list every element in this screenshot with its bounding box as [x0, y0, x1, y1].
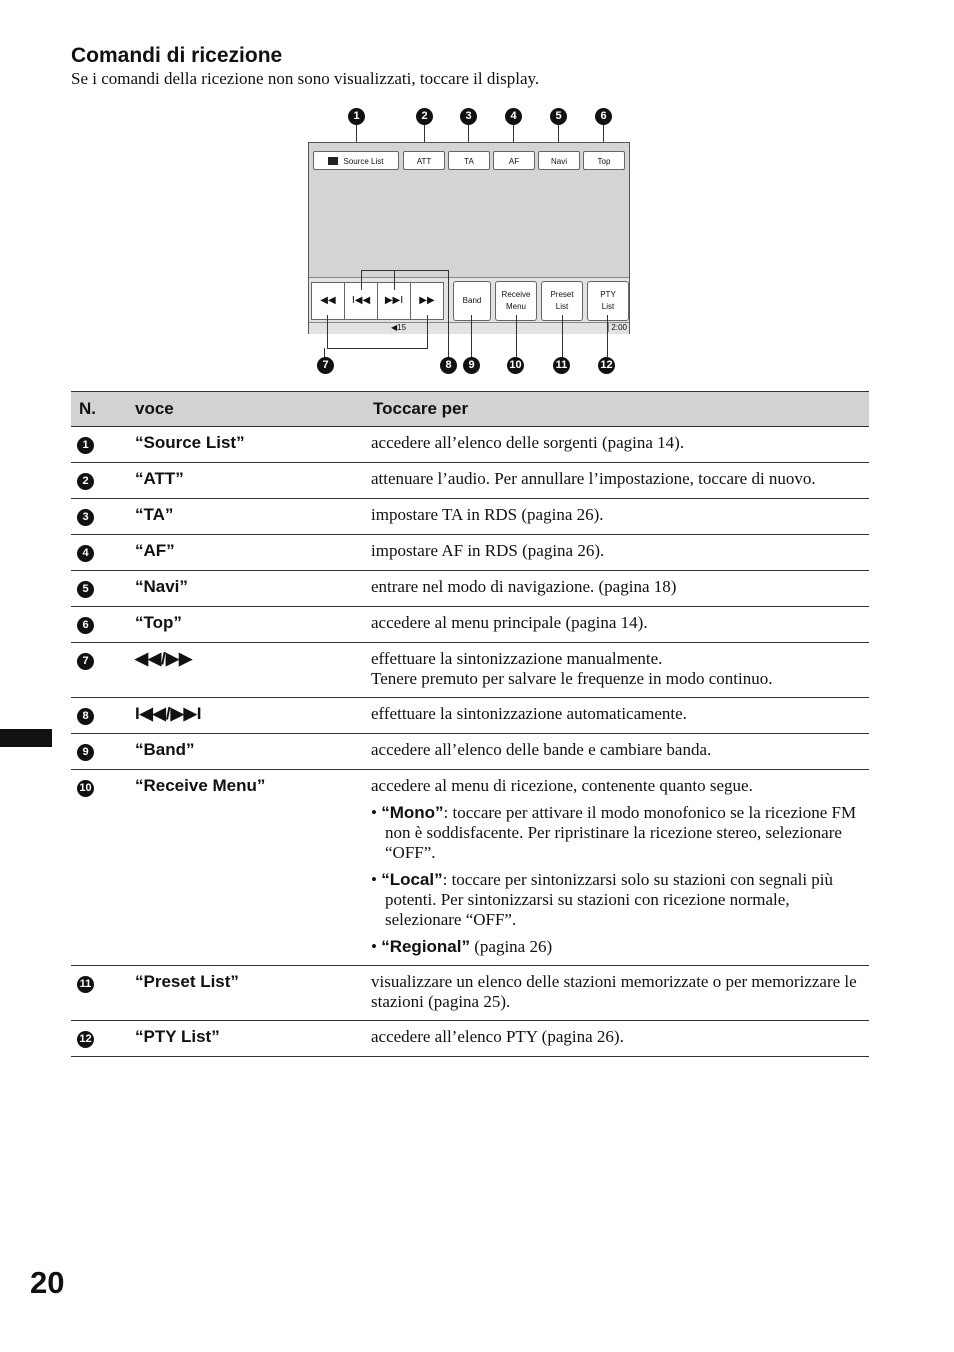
callout-9: 9 — [463, 357, 480, 374]
row-item-label: “Band” — [125, 734, 365, 770]
row-item-label: “Navi” — [125, 571, 365, 607]
row-number-badge: 8 — [77, 708, 94, 725]
table-row — [71, 643, 869, 698]
section-intro: Se i comandi della ricezione non sono visualizzati, toccare il display. — [71, 69, 540, 88]
col-header-number: N. — [71, 392, 125, 427]
row-number-cell — [71, 1021, 125, 1057]
row-number-badge: 4 — [77, 545, 94, 562]
receive-menu-button[interactable]: Receive Menu — [495, 281, 537, 321]
af-button[interactable]: AF — [493, 151, 535, 170]
next-track-button[interactable]: ▶▶I — [377, 282, 411, 320]
row-number-badge: 3 — [77, 509, 94, 526]
row-number-cell — [71, 966, 125, 1021]
description-line: impostare AF in RDS (pagina 26). — [371, 541, 605, 560]
row-item-label: “Top” — [125, 607, 365, 643]
row-description — [365, 535, 869, 571]
description-line: effettuare la sintonizzazione automaticamente. — [371, 704, 687, 723]
callout-3: 3 — [460, 108, 477, 125]
row-description — [365, 607, 869, 643]
table-row — [71, 698, 869, 734]
row-number-badge: 10 — [77, 780, 94, 797]
row-item-label: “PTY List” — [125, 1021, 365, 1057]
radio-screen — [308, 142, 630, 334]
row-description — [365, 770, 869, 966]
bullet-term: “Local” — [381, 870, 443, 889]
status-line — [309, 322, 629, 334]
row-description — [365, 427, 869, 463]
rewind-button[interactable]: ◀◀ — [311, 282, 345, 320]
row-description — [365, 734, 869, 770]
description-line: accedere all’elenco PTY (pagina 26). — [371, 1027, 624, 1046]
row-number-cell — [71, 571, 125, 607]
row-description — [365, 698, 869, 734]
row-number-badge: 11 — [77, 976, 94, 993]
page-number: 20 — [30, 1265, 65, 1300]
callout-7: 7 — [317, 357, 334, 374]
bullet-text: : toccare per sintonizzarsi solo su stazioni con segnali più potenti. Per sintonizzarsi su stazioni con ricezione normale, selezionare “OFF”. — [385, 870, 834, 929]
callout-1: 1 — [348, 108, 365, 125]
row-number-cell — [71, 770, 125, 966]
description-bullet: • “Regional” (pagina 26) — [371, 937, 553, 956]
row-item-label: I◀◀/▶▶I — [125, 698, 365, 734]
bullet-term: “Mono” — [381, 803, 444, 822]
callout-5: 5 — [550, 108, 567, 125]
row-description — [365, 463, 869, 499]
row-description — [365, 571, 869, 607]
row-number-badge: 1 — [77, 437, 94, 454]
col-header-item: voce — [125, 392, 365, 427]
reception-controls-diagram — [300, 100, 640, 380]
row-number-cell — [71, 535, 125, 571]
table-row — [71, 966, 869, 1021]
description-line: attenuare l’audio. Per annullare l’impostazione, toccare di nuovo. — [371, 469, 816, 488]
row-number-badge: 2 — [77, 473, 94, 490]
volume-indicator: ◀15 — [391, 323, 407, 332]
description-line: impostare TA in RDS (pagina 26). — [371, 505, 604, 524]
callout-12: 12 — [598, 357, 615, 374]
clock: 2:00 — [608, 323, 627, 332]
table-row — [71, 770, 869, 966]
row-number-badge: 5 — [77, 581, 94, 598]
row-item-label: ◀◀/▶▶ — [125, 643, 365, 698]
callout-10: 10 — [507, 357, 524, 374]
row-number-badge: 9 — [77, 744, 94, 761]
row-item-label: “Preset List” — [125, 966, 365, 1021]
row-number-cell — [71, 643, 125, 698]
table-row — [71, 427, 869, 463]
att-button[interactable]: ATT — [403, 151, 445, 170]
table-row — [71, 734, 869, 770]
bullet-text: (pagina 26) — [470, 937, 553, 956]
row-description — [365, 1021, 869, 1057]
description-line: accedere al menu principale (pagina 14). — [371, 613, 648, 632]
row-item-label: “TA” — [125, 499, 365, 535]
section-title: Comandi di ricezione — [71, 44, 283, 67]
controls-table — [71, 391, 869, 1057]
description-line: effettuare la sintonizzazione manualmente. — [371, 649, 663, 668]
description-line: Tenere premuto per salvare le frequenze in modo continuo. — [371, 669, 773, 688]
navi-button[interactable]: Navi — [538, 151, 580, 170]
bullet-term: “Regional” — [381, 937, 470, 956]
callout-8: 8 — [440, 357, 457, 374]
col-header-action: Toccare per — [365, 392, 869, 427]
table-body — [71, 427, 869, 1057]
row-number-cell — [71, 463, 125, 499]
row-item-label: “Source List” — [125, 427, 365, 463]
row-number-cell — [71, 698, 125, 734]
table-row — [71, 571, 869, 607]
preset-list-button[interactable]: Preset List — [541, 281, 583, 321]
description-line: accedere all’elenco delle bande e cambiare banda. — [371, 740, 712, 759]
table-header-row — [71, 392, 869, 427]
table-row — [71, 499, 869, 535]
band-button[interactable]: Band — [453, 281, 491, 321]
fast-forward-button[interactable]: ▶▶ — [410, 282, 444, 320]
bullet-text: : toccare per attivare il modo monofonico se la ricezione FM non è soddisfacente. Per ripristinare la ricezione stereo, selezionare “OFF”. — [385, 803, 857, 862]
row-number-cell — [71, 499, 125, 535]
source-list-button[interactable]: Source List — [313, 151, 399, 170]
ta-button[interactable]: TA — [448, 151, 490, 170]
radio-icon — [328, 157, 338, 165]
row-description — [365, 499, 869, 535]
row-number-cell — [71, 607, 125, 643]
row-number-cell — [71, 427, 125, 463]
bottom-control-bar — [309, 277, 629, 334]
callout-2: 2 — [416, 108, 433, 125]
description-line: visualizzare un elenco delle stazioni memorizzate o per memorizzare le stazioni (pagina 25). — [371, 972, 857, 1011]
table-row — [71, 535, 869, 571]
row-description — [365, 966, 869, 1021]
callout-4: 4 — [505, 108, 522, 125]
row-item-label: “AF” — [125, 535, 365, 571]
top-button[interactable]: Top — [583, 151, 625, 170]
description-line: accedere al menu di ricezione, contenente quanto segue. — [371, 776, 753, 795]
row-item-label: “ATT” — [125, 463, 365, 499]
pty-list-button[interactable]: PTY List — [587, 281, 629, 321]
table-row — [71, 463, 869, 499]
description-bullet: • “Local”: toccare per sintonizzarsi solo su stazioni con segnali più potenti. Per sintonizzarsi su stazioni con ricezione normale, selezionare “OFF”. — [371, 870, 834, 929]
description-line: entrare nel modo di navigazione. (pagina 18) — [371, 577, 677, 596]
section-side-tab — [0, 729, 52, 747]
row-number-badge: 7 — [77, 653, 94, 670]
table-row — [71, 607, 869, 643]
row-number-badge: 12 — [77, 1031, 94, 1048]
description-bullet: • “Mono”: toccare per attivare il modo monofonico se la ricezione FM non è soddisfacente. Per ripristinare la ricezione stereo, selezionare “OFF”. — [371, 803, 857, 862]
callout-6: 6 — [595, 108, 612, 125]
row-description — [365, 643, 869, 698]
row-item-label: “Receive Menu” — [125, 770, 365, 966]
row-number-cell — [71, 734, 125, 770]
table-row — [71, 1021, 869, 1057]
prev-track-button[interactable]: I◀◀ — [344, 282, 378, 320]
callout-11: 11 — [553, 357, 570, 374]
row-number-badge: 6 — [77, 617, 94, 634]
description-line: accedere all’elenco delle sorgenti (pagina 14). — [371, 433, 685, 452]
